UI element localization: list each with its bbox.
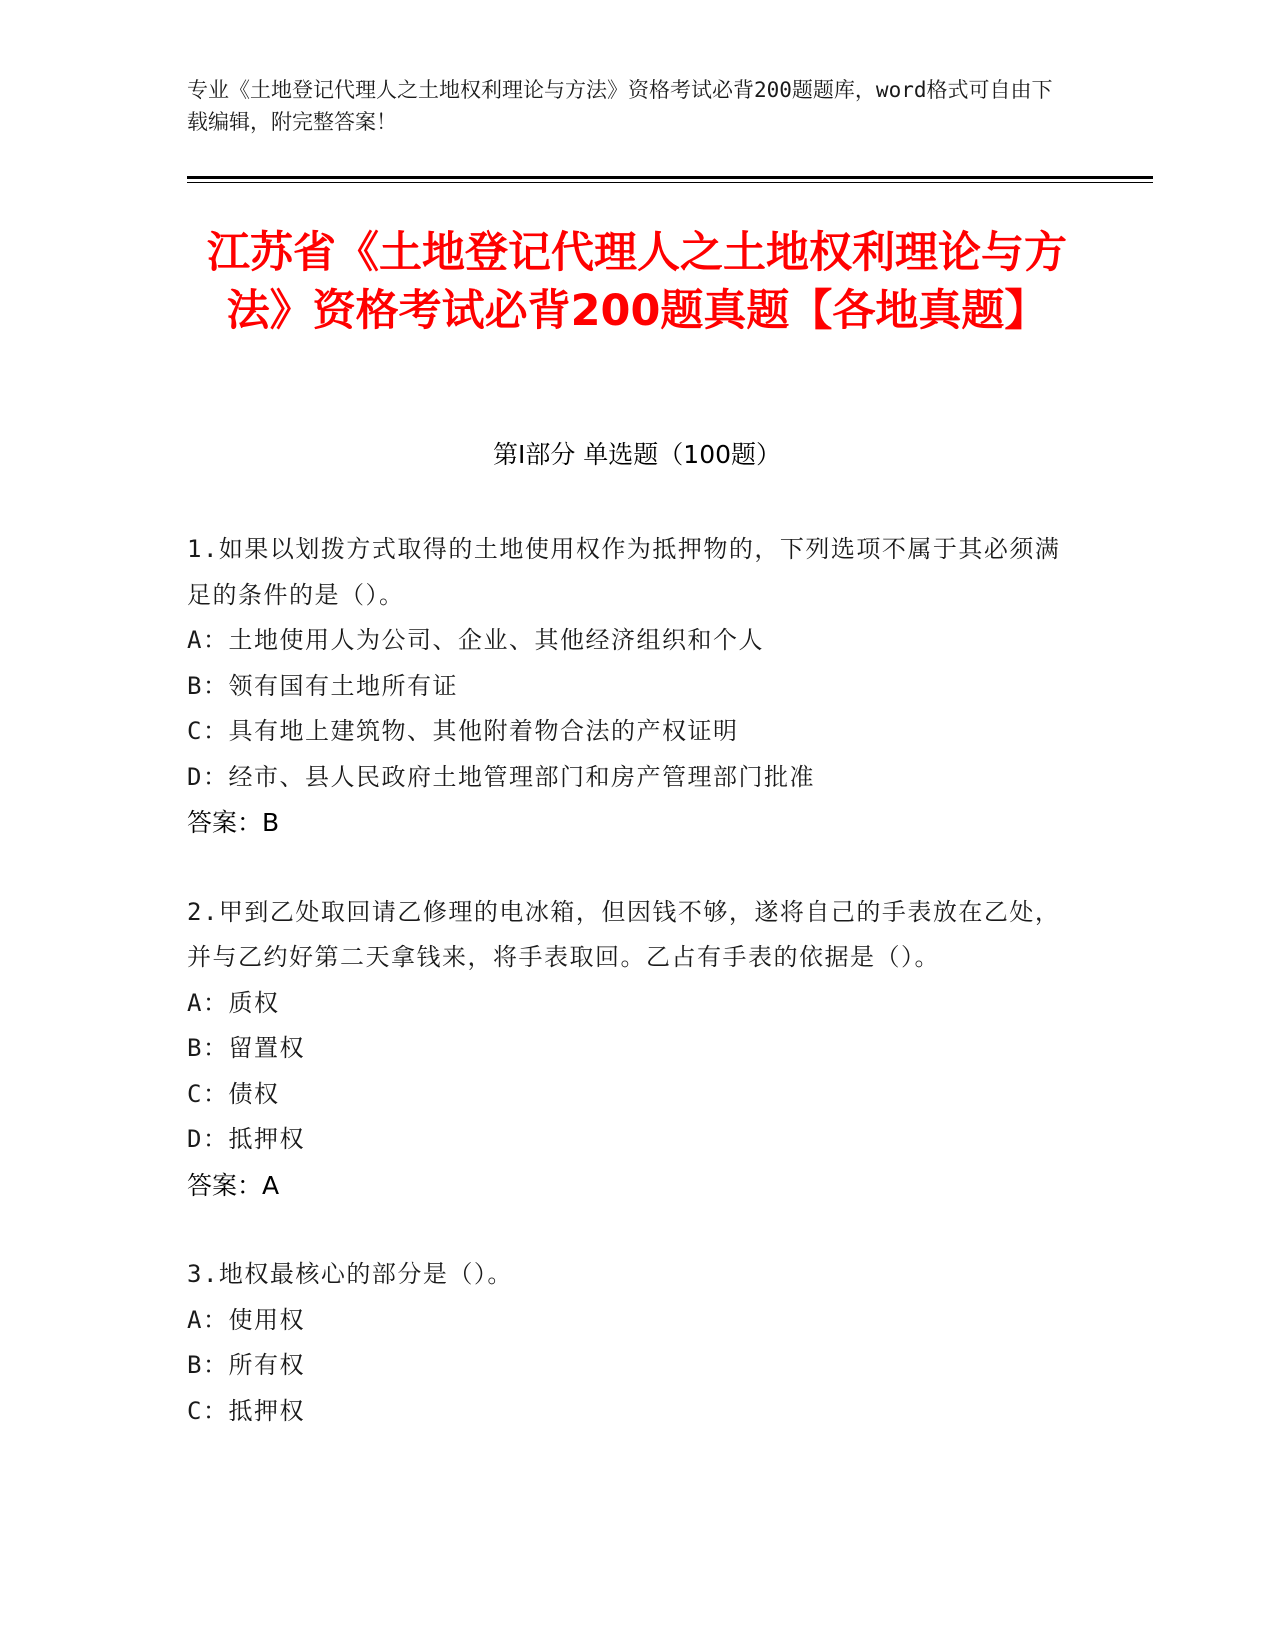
option-c: C：债权 [187, 1079, 280, 1108]
option-d: D：抵押权 [187, 1125, 305, 1153]
question-2 [187, 890, 1067, 1209]
question-3 [187, 1252, 1067, 1434]
option-d: D：经市、县人民政府土地管理部门和房产管理部门批准 [187, 762, 815, 791]
document-title: 江苏省《土地登记代理人之土地权利理论与方法》资格考试必背200题真题【各地真题】 [207, 228, 1067, 336]
option-b: B：所有权 [187, 1351, 305, 1379]
option-b: B：留置权 [187, 1034, 305, 1062]
option-c: C：抵押权 [187, 1396, 305, 1425]
option-a: A：土地使用人为公司、企业、其他经济组织和个人 [187, 626, 764, 654]
answer-line: 答案：A [187, 1170, 280, 1200]
header-rule-thin [187, 182, 1153, 183]
question-stem: 1.如果以划拨方式取得的土地使用权作为抵押物的，下列选项不属于其必须满足的条件的是（）。 [187, 535, 1061, 609]
header-rule-thick [187, 176, 1153, 179]
option-c: C：具有地上建筑物、其他附着物合法的产权证明 [187, 717, 739, 745]
option-a: A：使用权 [187, 1305, 305, 1334]
section-title: 第I部分 单选题（100题） [492, 440, 782, 469]
header-note: 专业《土地登记代理人之土地权利理论与方法》资格考试必背200题题库，word格式可自由下载编辑，附完整答案！ [187, 78, 1053, 134]
question-stem: 2.甲到乙处取回请乙修理的电冰箱，但因钱不够，遂将自己的手表放在乙处，并与乙约好第二天拿钱来，将手表取回。乙占有手表的依据是（）。 [187, 897, 1061, 971]
question-stem: 3.地权最核心的部分是（）。 [187, 1260, 513, 1288]
question-1 [187, 527, 1067, 846]
option-b: B：领有国有土地所有证 [187, 671, 458, 700]
answer-line: 答案：B [187, 808, 280, 837]
option-a: A：质权 [187, 988, 280, 1017]
question-list [187, 527, 1067, 1478]
